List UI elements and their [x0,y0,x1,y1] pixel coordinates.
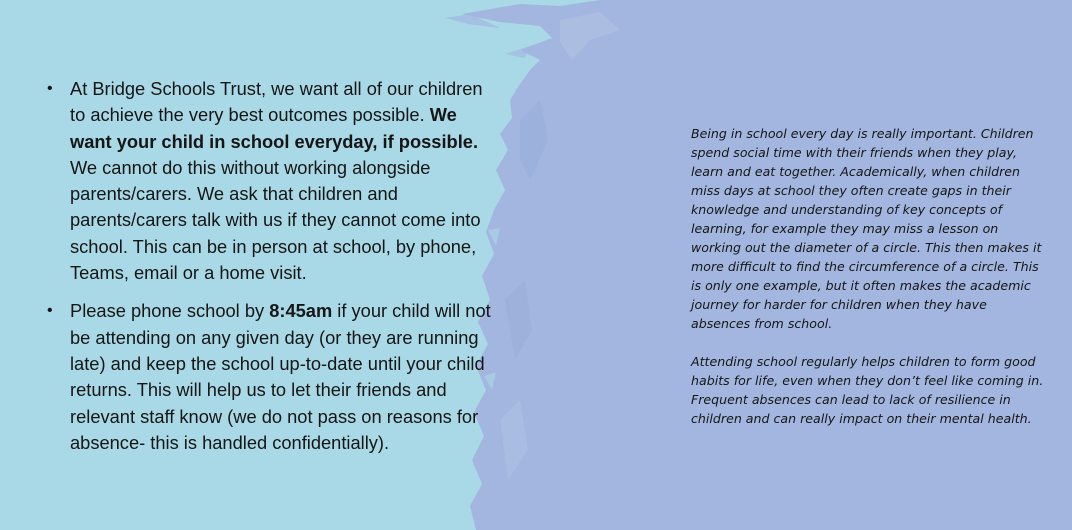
bullet2-bold-time: 8:45am [269,300,333,322]
left-text-panel [44,76,494,468]
habits-paragraph: Attending school regularly helps children to form good habits for life, even when they don’t feel like coming in. Frequent absences can lead to lack of resilience in children and can really impact on their mental health. [691,354,1044,426]
bullet1-text-continued: We cannot do this without working alongside parents/carers. We ask that children and parents/carers talk with us if they cannot come into school. This can be in person at school, by phone, Teams, email or a home visit. [70,156,481,284]
bullet1-bold-text: We want your child in school everyday, if possible. [70,104,479,152]
list-item-attendance-goal [44,76,494,286]
list-item-phone-school [44,298,494,456]
bullet2-text-continued: if your child will not be attending on any given day (or they are running late) and keep the school up-to-date until your child returns. This will help us to let their friends and relevant staff know (we do not pass on reasons for absence- this is handled confidentially). [70,300,491,453]
bullet1-text: At Bridge Schools Trust, we want all of our children to achieve the very best outcomes possible. [70,78,483,126]
right-text-panel [691,124,1046,447]
bullet2-text: Please phone school by [70,300,270,322]
bullet-icon: • [47,302,53,320]
bullet-list [44,76,494,456]
importance-paragraph: Being in school every day is really important. Children spend social time with their friends when they play, learn and eat together. Academically, when children miss days at school they often create gaps in their knowledge and understanding of key concepts of learning, for example they may miss a lesson on working out the diameter of a circle. This then makes it more difficult to find the circumference of a circle. This is only one example, but it often makes the academic journey for harder for children when they have absences from school. [691,126,1042,331]
bullet-icon: • [47,80,53,97]
